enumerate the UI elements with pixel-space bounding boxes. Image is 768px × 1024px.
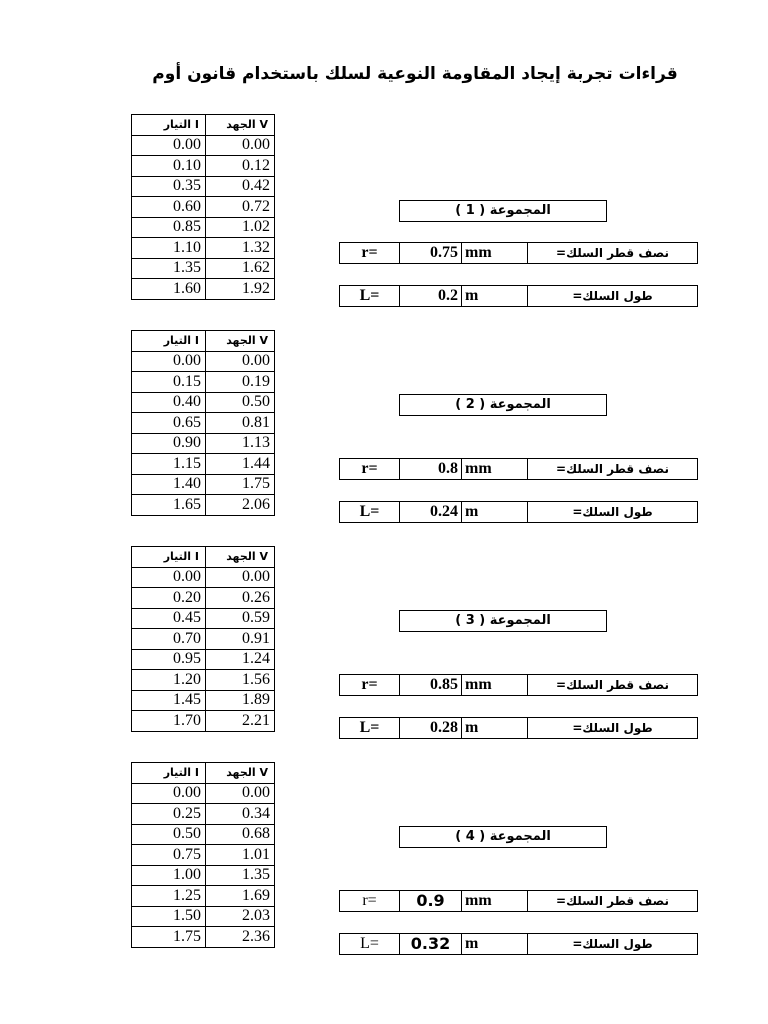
length-value: 0.28 — [399, 717, 461, 739]
table-row: 1.70 2.21 — [132, 711, 275, 732]
radius-row — [339, 458, 698, 480]
length-label: طول السلك= — [527, 501, 698, 523]
table-row: 0.15 0.19 — [132, 372, 275, 393]
table-row: 0.00 0.00 — [132, 135, 275, 156]
current-header: التيار I — [132, 763, 206, 784]
group-label: المجموعة ( 2 ) — [399, 394, 607, 416]
radius-row — [339, 674, 698, 696]
radius-value: 0.85 — [399, 674, 461, 696]
group-label: المجموعة ( 4 ) — [399, 826, 607, 848]
table-row: 0.95 1.24 — [132, 649, 275, 670]
table-row: 0.40 0.50 — [132, 392, 275, 413]
radius-unit: mm — [461, 890, 527, 912]
readings-table — [131, 546, 275, 732]
radius-unit: mm — [461, 242, 527, 264]
length-unit: m — [461, 933, 527, 955]
current-header: التيار I — [132, 115, 206, 136]
length-symbol: L= — [339, 285, 399, 307]
radius-unit: mm — [461, 674, 527, 696]
group-3 — [0, 546, 768, 746]
length-value: 0.32 — [399, 933, 461, 955]
length-label: طول السلك= — [527, 717, 698, 739]
table-row: 0.65 0.81 — [132, 413, 275, 434]
table-row: 1.45 1.89 — [132, 690, 275, 711]
table-row: 1.50 2.03 — [132, 906, 275, 927]
group-label: المجموعة ( 1 ) — [399, 200, 607, 222]
length-row — [339, 285, 698, 307]
length-symbol: L= — [339, 717, 399, 739]
length-row — [339, 717, 698, 739]
voltage-header: الجهد V — [206, 763, 275, 784]
table-row: 1.10 1.32 — [132, 238, 275, 259]
radius-row — [339, 242, 698, 264]
table-row: 1.60 1.92 — [132, 279, 275, 300]
table-row: 0.10 0.12 — [132, 156, 275, 177]
group-label: المجموعة ( 3 ) — [399, 610, 607, 632]
radius-symbol: r= — [339, 674, 399, 696]
table-row: 0.20 0.26 — [132, 588, 275, 609]
readings-table — [131, 330, 275, 516]
radius-label: نصف قطر السلك= — [527, 674, 698, 696]
table-row: 1.40 1.75 — [132, 474, 275, 495]
length-symbol: L= — [339, 933, 399, 955]
radius-label: نصف قطر السلك= — [527, 242, 698, 264]
radius-unit: mm — [461, 458, 527, 480]
table-row: 1.75 2.36 — [132, 927, 275, 948]
length-unit: m — [461, 285, 527, 307]
table-row: 1.25 1.69 — [132, 886, 275, 907]
table-row: 1.20 1.56 — [132, 670, 275, 691]
length-value: 0.2 — [399, 285, 461, 307]
radius-symbol: r= — [339, 242, 399, 264]
radius-value: 0.9 — [399, 890, 461, 912]
length-unit: m — [461, 717, 527, 739]
length-row — [339, 933, 698, 955]
radius-value: 0.8 — [399, 458, 461, 480]
table-row: 0.50 0.68 — [132, 824, 275, 845]
voltage-header: الجهد V — [206, 547, 275, 568]
radius-symbol: r= — [339, 890, 399, 912]
table-row: 1.00 1.35 — [132, 865, 275, 886]
length-label: طول السلك= — [527, 285, 698, 307]
length-label: طول السلك= — [527, 933, 698, 955]
table-row: 0.90 1.13 — [132, 433, 275, 454]
radius-label: نصف قطر السلك= — [527, 890, 698, 912]
table-row: 1.65 2.06 — [132, 495, 275, 516]
current-header: التيار I — [132, 547, 206, 568]
table-row: 0.45 0.59 — [132, 608, 275, 629]
group-4 — [0, 762, 768, 962]
radius-value: 0.75 — [399, 242, 461, 264]
table-row: 0.00 0.00 — [132, 567, 275, 588]
radius-row — [339, 890, 698, 912]
readings-table — [131, 762, 275, 948]
length-unit: m — [461, 501, 527, 523]
current-header: التيار I — [132, 331, 206, 352]
length-symbol: L= — [339, 501, 399, 523]
group-1 — [0, 114, 768, 314]
radius-label: نصف قطر السلك= — [527, 458, 698, 480]
page-title: قراءات تجربة إيجاد المقاومة النوعية لسلك باستخدام قانون أوم — [152, 64, 678, 84]
group-2 — [0, 330, 768, 530]
table-row: 0.70 0.91 — [132, 629, 275, 650]
length-row — [339, 501, 698, 523]
table-row: 0.60 0.72 — [132, 197, 275, 218]
table-row: 0.00 0.00 — [132, 783, 275, 804]
length-value: 0.24 — [399, 501, 461, 523]
voltage-header: الجهد V — [206, 115, 275, 136]
radius-symbol: r= — [339, 458, 399, 480]
voltage-header: الجهد V — [206, 331, 275, 352]
table-row: 0.25 0.34 — [132, 804, 275, 825]
table-row: 0.85 1.02 — [132, 217, 275, 238]
table-row: 1.15 1.44 — [132, 454, 275, 475]
table-row: 0.75 1.01 — [132, 845, 275, 866]
readings-table — [131, 114, 275, 300]
table-row: 1.35 1.62 — [132, 258, 275, 279]
table-row: 0.00 0.00 — [132, 351, 275, 372]
table-row: 0.35 0.42 — [132, 176, 275, 197]
